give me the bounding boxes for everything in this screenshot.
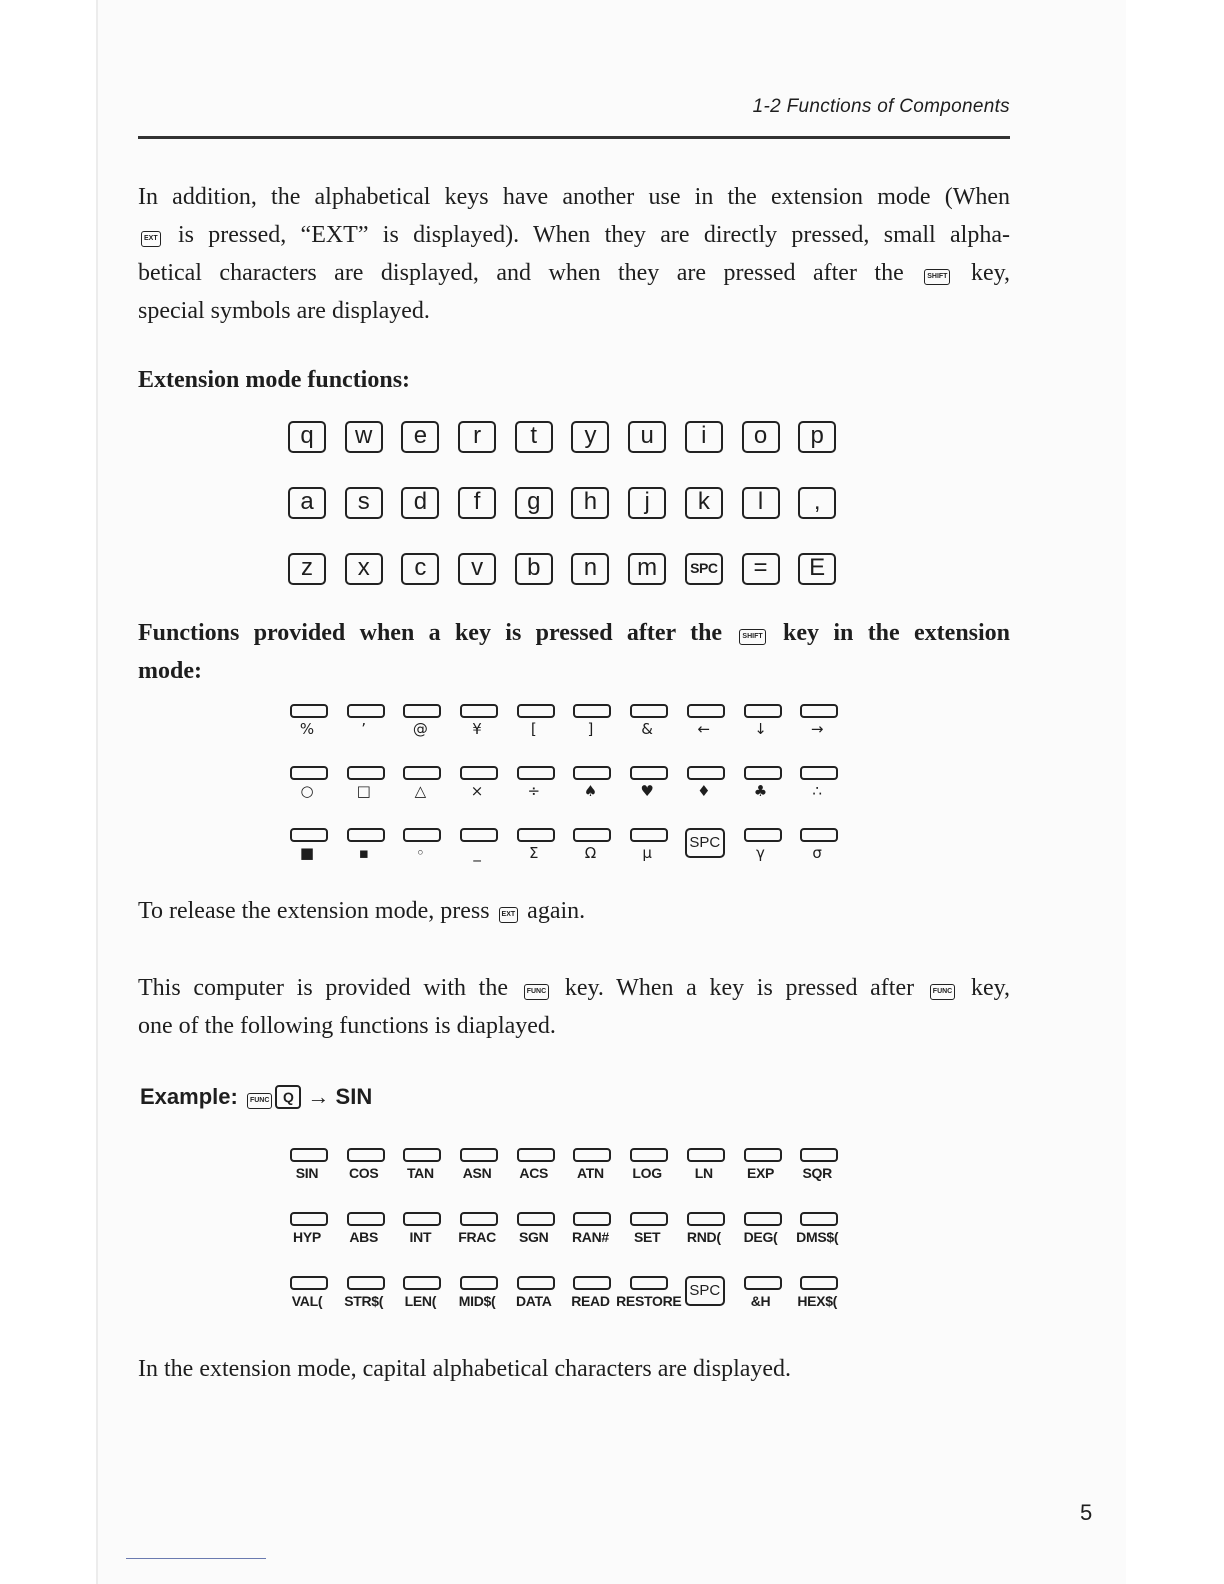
key-cell	[628, 828, 685, 868]
key-t: t	[515, 421, 553, 453]
key-cell	[571, 421, 628, 487]
key-cell	[628, 421, 685, 487]
shift-symbol-grid	[288, 704, 848, 868]
key-outline	[744, 1148, 782, 1162]
example-label: Example:	[140, 1084, 238, 1109]
key-outline	[290, 704, 328, 718]
function-label: DATA	[515, 1293, 552, 1309]
key-cell	[742, 487, 799, 553]
func-line-2: one of the following functions is diaplayed.	[138, 1013, 556, 1039]
intro-line-2-text: is pressed, “EXT” is displayed). When they are directly pressed, small alpha-	[177, 222, 1010, 248]
key-n: n	[571, 553, 609, 585]
symbol-label: %	[299, 720, 315, 738]
func-key-icon: FUNC	[930, 984, 955, 1000]
function-label: LEN(	[404, 1293, 437, 1309]
function-label: ACS	[519, 1165, 549, 1181]
key-outline	[290, 828, 328, 842]
key-outline	[403, 828, 441, 842]
key-=: =	[742, 553, 780, 585]
key-cell	[571, 553, 628, 593]
key-cell	[798, 487, 855, 553]
function-label: VAL(	[291, 1293, 323, 1309]
key-outline	[517, 1276, 555, 1290]
ext-key-icon: EXT	[499, 907, 519, 923]
shift-key-icon: SHIFT	[924, 269, 950, 285]
footer-rule	[126, 1558, 266, 1559]
intro-paragraph	[138, 178, 1010, 330]
key-outline	[460, 1276, 498, 1290]
key-i: i	[685, 421, 723, 453]
key-d: d	[401, 487, 439, 519]
key-cell	[742, 421, 799, 487]
release-text: To release the extension mode, press	[138, 898, 490, 924]
arrow-right-icon: →	[307, 1084, 330, 1109]
symbol-label: γ	[756, 844, 765, 862]
key-cell	[458, 766, 515, 806]
key-cell	[458, 421, 515, 487]
key-outline	[687, 766, 725, 780]
symbol-label: ♣	[753, 782, 768, 800]
key-cell	[685, 704, 742, 744]
function-label: READ	[571, 1293, 610, 1309]
function-label: TAN	[406, 1165, 434, 1181]
key-x: x	[345, 553, 383, 585]
release-end: again.	[527, 898, 586, 924]
key-outline	[800, 1212, 838, 1226]
shift-heading-line-2: mode:	[138, 658, 202, 684]
function-label: ASN	[462, 1165, 492, 1181]
function-label: SIN	[295, 1165, 319, 1181]
key-l: l	[742, 487, 780, 519]
key-outline	[403, 704, 441, 718]
key-outline	[517, 828, 555, 842]
key-cell	[288, 828, 345, 868]
key-cell	[685, 828, 742, 868]
function-label: LN	[694, 1165, 713, 1181]
key-cell	[515, 487, 572, 553]
key-outline	[744, 766, 782, 780]
key-outline	[517, 704, 555, 718]
key-cell	[401, 421, 458, 487]
key-outline	[290, 1212, 328, 1226]
key-q: q	[288, 421, 326, 453]
func-line-1-post: key,	[970, 975, 1011, 1001]
symbol-label: →	[810, 720, 824, 738]
function-label: SET	[633, 1229, 661, 1245]
example-line	[140, 1084, 372, 1110]
key-outline	[744, 704, 782, 718]
closing-paragraph: In the extension mode, capital alphabetical characters are displayed.	[138, 1356, 792, 1382]
key-outline	[347, 704, 385, 718]
key-outline	[687, 1212, 725, 1226]
key-cell	[742, 828, 799, 868]
intro-line-3-end: key,	[970, 260, 1011, 286]
key-cell	[798, 1276, 855, 1316]
function-label: MID$(	[458, 1293, 496, 1309]
key-cell	[515, 421, 572, 487]
key-outline	[460, 1148, 498, 1162]
function-label: ABS	[349, 1229, 379, 1245]
key-cell	[288, 766, 345, 806]
intro-line-3-text: betical characters are displayed, and when they are pressed after the	[138, 260, 904, 286]
key-outline	[573, 1148, 611, 1162]
key-outline	[573, 1276, 611, 1290]
key-cell	[742, 766, 799, 806]
key-cell	[798, 766, 855, 806]
symbol-label: ¥	[472, 720, 482, 738]
key-outline	[800, 828, 838, 842]
example-result: SIN	[335, 1084, 373, 1109]
shift-heading-line-1	[138, 614, 1010, 652]
key-cell	[628, 487, 685, 553]
function-label: RESTORE	[616, 1293, 682, 1309]
key-outline	[744, 1212, 782, 1226]
symbol-label: ]	[587, 720, 594, 738]
symbol-label: ’	[361, 720, 367, 738]
function-label: STR$(	[344, 1293, 384, 1309]
key-spc: SPC	[685, 553, 723, 585]
func-paragraph	[138, 969, 1010, 1045]
key-outline	[290, 1276, 328, 1290]
key-e: e	[401, 421, 439, 453]
key-y: y	[571, 421, 609, 453]
key-outline	[687, 1148, 725, 1162]
key-cell	[685, 553, 742, 593]
func-key-icon: FUNC	[247, 1093, 272, 1109]
intro-line-1: In addition, the alphabetical keys have another use in the extension mode (When	[138, 184, 1010, 210]
function-label: COS	[348, 1165, 379, 1181]
symbol-label: ○	[300, 782, 314, 800]
key-spc: SPC	[685, 1276, 725, 1306]
key-outline	[630, 1148, 668, 1162]
key-outline	[687, 704, 725, 718]
key-cell	[345, 828, 402, 868]
symbol-label: ÷	[527, 782, 541, 800]
key-m: m	[628, 553, 666, 585]
key-outline	[744, 828, 782, 842]
key-cell	[685, 487, 742, 553]
key-outline	[347, 1148, 385, 1162]
extension-key-grid	[288, 421, 848, 593]
key-k: k	[685, 487, 723, 519]
key-cell	[345, 553, 402, 593]
symbol-label: ×	[470, 782, 484, 800]
key-cell	[616, 1276, 685, 1316]
symbol-label: Σ	[529, 844, 539, 862]
key-cell	[798, 421, 855, 487]
intro-line-4: special symbols are displayed.	[138, 298, 430, 324]
key-outline	[517, 1212, 555, 1226]
key-cell	[458, 487, 515, 553]
key-cell	[401, 828, 458, 868]
key-cell	[401, 766, 458, 806]
key-outline	[403, 1148, 441, 1162]
key-cell	[571, 704, 628, 744]
key-h: h	[571, 487, 609, 519]
key-cell	[288, 704, 345, 744]
key-cell	[458, 553, 515, 593]
shift-key-icon: SHIFT	[739, 629, 765, 645]
key-outline	[573, 766, 611, 780]
key-outline	[460, 766, 498, 780]
key-cell	[685, 766, 742, 806]
key-comma: ,	[798, 487, 836, 519]
func-key-icon: FUNC	[524, 984, 549, 1000]
key-cell	[742, 704, 799, 744]
symbol-label: ▪	[358, 844, 369, 862]
key-g: g	[515, 487, 553, 519]
key-cell	[742, 553, 799, 593]
key-outline	[403, 1212, 441, 1226]
release-paragraph	[138, 892, 1010, 930]
key-cell	[685, 421, 742, 487]
key-v: v	[458, 553, 496, 585]
key-s: s	[345, 487, 383, 519]
function-label: RND(	[686, 1229, 721, 1245]
key-outline	[403, 1276, 441, 1290]
function-label: HEX$(	[797, 1293, 838, 1309]
intro-line-3	[138, 254, 1010, 292]
key-outline	[517, 1148, 555, 1162]
key-cell	[288, 487, 345, 553]
key-cell	[458, 828, 515, 868]
shift-heading	[138, 614, 1010, 690]
key-cell	[798, 704, 855, 744]
key-spc: SPC	[685, 828, 725, 858]
function-label: RAN#	[571, 1229, 609, 1245]
symbol-label: ♥	[640, 782, 654, 800]
key-f: f	[458, 487, 496, 519]
key-outline	[517, 766, 555, 780]
key-cell	[628, 704, 685, 744]
key-outline	[800, 704, 838, 718]
func-line-1	[138, 969, 1010, 1007]
key-outline	[290, 1148, 328, 1162]
func-label-grid	[288, 1148, 848, 1316]
key-cell	[345, 704, 402, 744]
symbol-label: ■	[299, 844, 315, 862]
header-rule	[138, 136, 1010, 139]
symbol-label: ∴	[812, 782, 822, 800]
key-cell	[571, 828, 628, 868]
key-outline	[630, 1212, 668, 1226]
key-cell	[345, 766, 402, 806]
release-line	[138, 892, 1010, 930]
function-label: DMS$(	[796, 1229, 839, 1245]
key-e: E	[798, 553, 836, 585]
func-line-1-mid: key. When a key is pressed after	[564, 975, 915, 1001]
function-label: FRAC	[458, 1229, 496, 1245]
key-outline	[460, 1212, 498, 1226]
key-outline	[347, 766, 385, 780]
key-o: o	[742, 421, 780, 453]
function-label: HYP	[293, 1229, 321, 1245]
key-u: u	[628, 421, 666, 453]
key-b: b	[515, 553, 553, 585]
function-label: INT	[409, 1229, 432, 1245]
func-line-1-pre: This computer is provided with the	[138, 975, 508, 1001]
function-label: LOG	[632, 1165, 662, 1181]
key-cell	[288, 553, 345, 593]
symbol-label: ♠	[583, 782, 598, 800]
symbol-label: _	[473, 844, 481, 862]
extension-mode-heading: Extension mode functions:	[138, 367, 411, 393]
ext-key-icon: EXT	[141, 231, 161, 247]
key-a: a	[288, 487, 326, 519]
key-outline	[630, 766, 668, 780]
key-z: z	[288, 553, 326, 585]
key-outline	[573, 1212, 611, 1226]
key-w: w	[345, 421, 383, 453]
key-outline	[573, 828, 611, 842]
key-cell	[515, 828, 572, 868]
key-cell	[798, 828, 855, 868]
key-cell	[628, 766, 685, 806]
key-cell	[798, 553, 855, 593]
function-label: &H	[750, 1293, 771, 1309]
key-outline	[800, 1276, 838, 1290]
symbol-label: σ	[812, 844, 822, 862]
key-p: p	[798, 421, 836, 453]
intro-line-2	[138, 216, 1010, 254]
symbol-label: ♦	[697, 782, 711, 800]
key-cell	[798, 1148, 855, 1188]
key-outline	[744, 1276, 782, 1290]
key-outline	[800, 766, 838, 780]
key-cell	[571, 487, 628, 553]
key-cell	[288, 421, 345, 487]
page-edge	[96, 0, 98, 1584]
key-cell	[345, 487, 402, 553]
key-outline	[460, 828, 498, 842]
function-label: ATN	[577, 1165, 604, 1181]
key-cell	[401, 553, 458, 593]
q-key-icon: Q	[275, 1085, 301, 1109]
key-cell	[798, 1212, 855, 1252]
page-number: 5	[1080, 1500, 1093, 1525]
function-label: SGN	[519, 1229, 549, 1245]
key-outline	[347, 828, 385, 842]
key-cell	[515, 553, 572, 593]
key-cell	[515, 704, 572, 744]
key-cell	[345, 421, 402, 487]
key-outline	[460, 704, 498, 718]
key-outline	[800, 1148, 838, 1162]
symbol-label: @	[412, 720, 428, 738]
key-r: r	[458, 421, 496, 453]
key-outline	[403, 766, 441, 780]
symbol-label: ←	[697, 720, 711, 738]
key-cell	[458, 704, 515, 744]
shift-heading-pre: Functions provided when a key is pressed after the	[138, 620, 723, 646]
key-cell	[515, 766, 572, 806]
key-outline	[347, 1276, 385, 1290]
page-header: 1-2 Functions of Components	[752, 96, 1010, 117]
symbol-label: ◦	[415, 844, 425, 862]
key-cell	[571, 766, 628, 806]
key-outline	[630, 828, 668, 842]
function-label: SQR	[802, 1165, 832, 1181]
key-outline	[290, 766, 328, 780]
key-c: c	[401, 553, 439, 585]
function-label: EXP	[746, 1165, 775, 1181]
key-cell	[401, 704, 458, 744]
symbol-label: □	[356, 782, 371, 800]
symbol-label: &	[641, 720, 653, 738]
key-j: j	[628, 487, 666, 519]
symbol-label: ↓	[754, 720, 767, 738]
key-outline	[630, 1276, 668, 1290]
symbol-label: Ω	[584, 844, 597, 862]
function-label: DEG(	[743, 1229, 778, 1245]
key-cell	[401, 487, 458, 553]
symbol-label: [	[530, 720, 537, 738]
key-cell	[628, 553, 685, 593]
key-outline	[630, 704, 668, 718]
shift-heading-post: key in the extension	[783, 620, 1011, 646]
symbol-label: μ	[642, 844, 652, 862]
key-outline	[573, 704, 611, 718]
key-outline	[347, 1212, 385, 1226]
symbol-label: △	[414, 782, 427, 800]
